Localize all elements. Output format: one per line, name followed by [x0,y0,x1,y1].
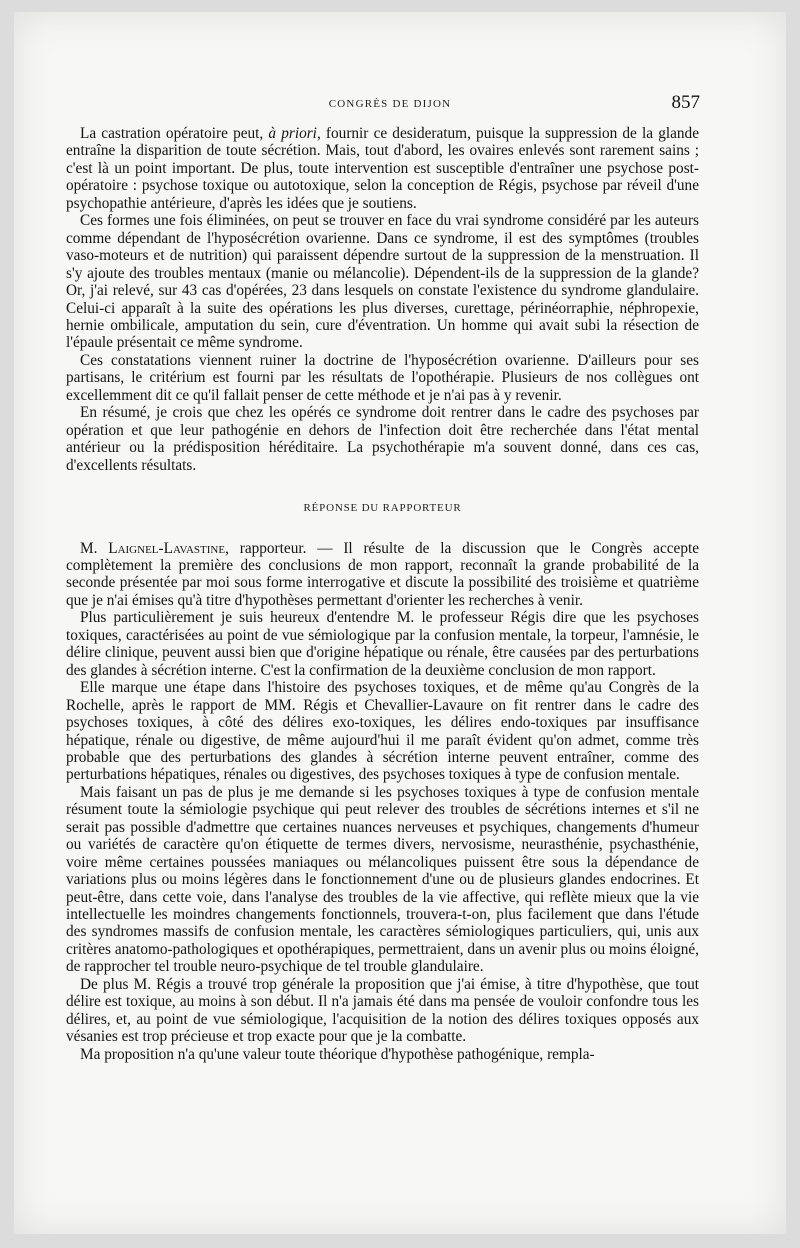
paragraph-text: La castration opératoire peut, [80,125,269,142]
paragraph: Mais faisant un pas de plus je me demande si les psychoses toxiques à type de confusion mentale résument toute la sémiologie psychique qui peut relever des troubles de sécrétions internes et s'il ne serait pas possible d'admettre que certaines nuances nerveuses et psychiques, changements d'humeur ou variétés de caractère qu'on étiquette de termes divers, nervosisme, neurasthénie, psychasthénie, voire même certaines poussées maniaques ou mélancoliques puissent être sous la dépendance de variations plus ou moins légères dans le fonctionnement d'une ou de plusieurs glandes endocrines. Et peut-être, dans cette voie, dans l'analyse des troubles de la vie affective, qui reflète mieux que la vie intellectuelle les moindres changements fonctionnels, trouvera-t-on, plus facilement que dans l'étude des syndromes massifs de confusion mentale, les caractères sémiologiques particuliers, qui, unis aux critères anatomo-pathologiques et opothérapiques, permettraient, dans un avenir plus ou moins éloigné, de rapprocher tel trouble neuro-psychique de tel trouble glandulaire. [66,783,699,976]
paragraph: En résumé, je crois que chez les opérés ce syndrome doit rentrer dans le cadre des psychoses par opération et que leur pathogénie en dehors de l'infection doit être recherchée dans l'état mental antérieur ou la prédisposition héréditaire. La psychothérapie m'a souvent donné, dans ces cas, d'excellents résultats. [66,404,699,474]
running-head: CONGRÈS DE DIJON [328,98,452,110]
paragraph-text: , rapporteur. — Il résulte de la discussion que le Congrès accepte complètement la première des conclusions de mon rapport, reconnaît la grande probabilité de la seconde présentée par moi sous forme interrogative et discute la possibilité des troisième et quatrième que je n'ai émises qu'à titre d'hypothèses permettant d'orienter les recherches à venir. [66,539,700,609]
book-page [14,12,786,1234]
paragraph: Plus particulièrement je suis heureux d'entendre M. le professeur Régis dire que les psychoses toxiques, caractérisées au point de vue sémiologique par la confusion mentale, la torpeur, l'amnésie, le délire clinique, peuvent aussi bien que d'origine hépatique ou rénale, être causées par des perturbations des glandes à sécrétion interne. C'est la confirmation de la deuxième conclusion de mon rapport. [66,609,699,679]
paragraph: Elle marque une étape dans l'histoire des psychoses toxiques, et de même qu'au Congrès de la Rochelle, après le rapport de MM. Régis et Chevallier-Lavaure on fit rentrer dans le cadre des psychoses toxiques, à côté des délires exo-toxiques, les délires endo-toxiques par insuffisance hépatique, rénale ou digestive, de même aujourd'hui il me paraît évident qu'on admet, comme très probable que des perturbations des glandes à sécrétion interne peuvent entraîner, comme des perturbations hépatiques, rénales ou digestives, des psychoses toxiques à type de confusion mentale. [66,679,699,784]
page-body [66,125,699,1063]
section-heading: RÉPONSE DU RAPPORTEUR [303,502,462,515]
paragraph: Ces constatations viennent ruiner la doctrine de l'hyposécrétion ovarienne. D'ailleurs pour ses partisans, le critérium est fourni par les résultats de l'opothérapie. Plusieurs de nos collègues ont excellemment dit ce qu'il fallait penser de cette méthode et je n'ai pas à y revenir. [66,351,699,404]
page-header [80,92,700,116]
speaker-name: M. Laignel-Lavastine [80,539,226,557]
paragraph: Ces formes une fois éliminées, on peut se trouver en face du vrai syndrome considéré par les auteurs comme dépendant de l'hyposécrétion ovarienne. Dans ce syndrome, il est des symptômes (troubles vaso-moteurs et de nutrition) qui paraissent dépendre surtout de la suppression de la menstruation. Il s'y ajoute des troubles mentaux (manie ou mélancolie). Dépendent-ils de la suppression de la glande? Or, j'ai relevé, sur 43 cas d'opérées, 23 dans lesquels on constate l'existence du syndrome glandulaire. Celui-ci apparaît à la suite des opérations les plus diverses, curettage, périnéorraphie, néphropexie, hernie ombilicale, amputation du sein, cure d'éventration. Un homme qui avait subi la résection de l'épaule présentait ce même syndrome. [66,212,699,352]
page-number: 857 [671,92,700,113]
paragraph [66,125,699,212]
paragraph: Ma proposition n'a qu'une valeur toute théorique d'hypothèse pathogénique, rempla- [80,1045,595,1063]
paragraph-text: , fournir ce desideratum, puisque la suppression de la glande entraîne la disparition de toute sécrétion. Mais, tout d'abord, les ovaires enlevés sont rarement sains ; c'est là un point important. De plus, toute intervention est susceptible d'entraîner une psychose post-opératoire : psychose toxique ou autotoxique, selon la conception de Régis, psychose par réveil d'une psychopathie antérieure, d'après les idées que je soutiens. [66,125,699,212]
paragraph [66,540,699,610]
italic-term: à priori [268,125,317,142]
paragraph: De plus M. Régis a trouvé trop générale la proposition que j'ai émise, à titre d'hypothèse, que tout délire est toxique, au moins à son début. Il n'a jamais été dans ma pensée de vouloir confondre tous les délires, et, au point de vue sémiologique, l'acquisition de la notion des délires toxiques opposés aux vésanies est trop précieuse et trop exacte pour que je la combatte. [66,975,699,1046]
